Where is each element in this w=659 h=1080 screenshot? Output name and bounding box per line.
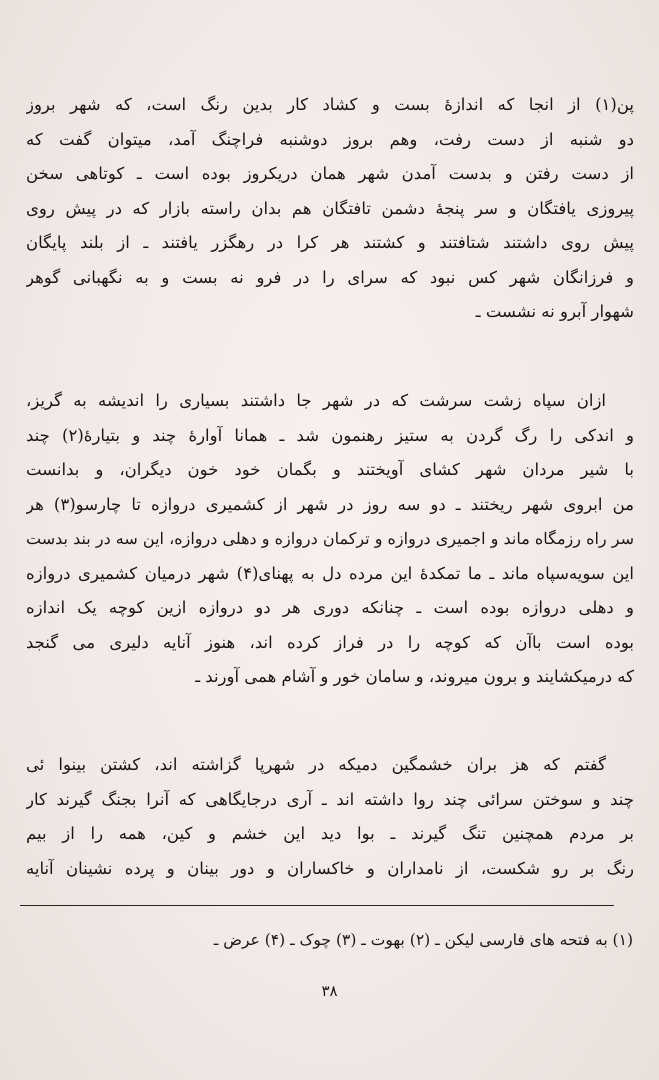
text-line: چند و سوختن سرائی چند روا داشته اند ـ آری درجایگاهی که آنرا بجنگ گیرند کار (26, 789, 634, 809)
footnote-divider (20, 905, 614, 906)
text-line: با شیر مردان شهر کشای آویختند و بگمان خود خون دیگران، و بدانست (26, 460, 634, 479)
text-line: این سویه‌سپاه ماند ـ ما تمکدهٔ این مرده دل به پهنای(۴) شهر درمیان کشمیری دروازه (26, 563, 634, 583)
text-line: سر راه رزمگاه ماند و اجمیری دروازه و ترکمان دروازه و دهلی دروازه، این سه در بند بدست (26, 529, 634, 548)
text-line: پیروزی یافتگان و سر پنجهٔ دشمن تافتگان هم بدان راسته بازار که در پیش روی (26, 198, 634, 218)
text-line: پیش روی داشتند شتافتند و کشتند هر کرا در رهگزر یافتند ـ از بلند پایگان (26, 233, 634, 252)
paragraph-2 (26, 384, 634, 695)
text-line: و فرزانگان شهر کس نبود که سرای را در فرو نه بست و به نگهبانی گوهر (26, 267, 634, 287)
paragraph-1 (26, 88, 634, 330)
text-line: ازان سپاه زشت سرشت که در شهر جا داشتند بسیاری را اندیشه به گریز، (26, 391, 606, 410)
text-line: رنگ بر رو شکست، از نامداران و خاکساران و دور بینان و پرده نشینان آنایه (26, 858, 634, 878)
text-line: و دهلی دروازه بوده است ـ چنانکه دوری هر دو دروازه ازین کوچه یک اندازه (26, 598, 634, 617)
paragraph-3 (26, 748, 634, 886)
text-line: شهوار آبرو نه نشست ـ (475, 302, 634, 321)
text-line: بوده است باآن که کوچه را در فراز کرده اند، هنوز آنایه دلیری می گنجد (26, 632, 634, 652)
text-line: دو شنبه از دست رفت، وهم بروز دوشنبه فراچنگ آمد، میتوان گفت که (26, 129, 634, 149)
text-line: من ابروی شهر ریختند ـ دو سه روز در شهر از کشمیری دروازه تا چارسو(۳) هر (26, 494, 634, 514)
page-number: ۳۸ (321, 982, 338, 1000)
footnote: (۱) به فتحه های فارسی لیکن ـ (۲) بهوت ـ (۳) چوک ـ (۴) عرض ـ (213, 931, 633, 949)
text-line: پن(۱) از انجا که اندازهٔ بست و کشاد کار بدین رنگ است، که شهر بروز (26, 95, 634, 114)
text-line: بر مردم همچنین تنگ گیرند ـ بوا دید این خشم و کین، همه را از بیم (26, 824, 634, 843)
text-line: از دست رفتن و بدست آمدن شهر همان دریکروز بوده است ـ کوتاهی سخن (26, 164, 634, 183)
text-line: که درمیکشایند و برون میروند، و سامان خور و آشام همی آورند ـ (195, 667, 634, 686)
text-line: گفتم که هز بران خشمگین دمیکه در شهرپا گزاشته اند، کشتن بینوا ئی (26, 755, 606, 774)
text-line: و اندکی را رگ گردن به ستیز رهنمون شد ـ همانا آوارهٔ چند و بتیارهٔ(۲) چند (26, 425, 634, 445)
